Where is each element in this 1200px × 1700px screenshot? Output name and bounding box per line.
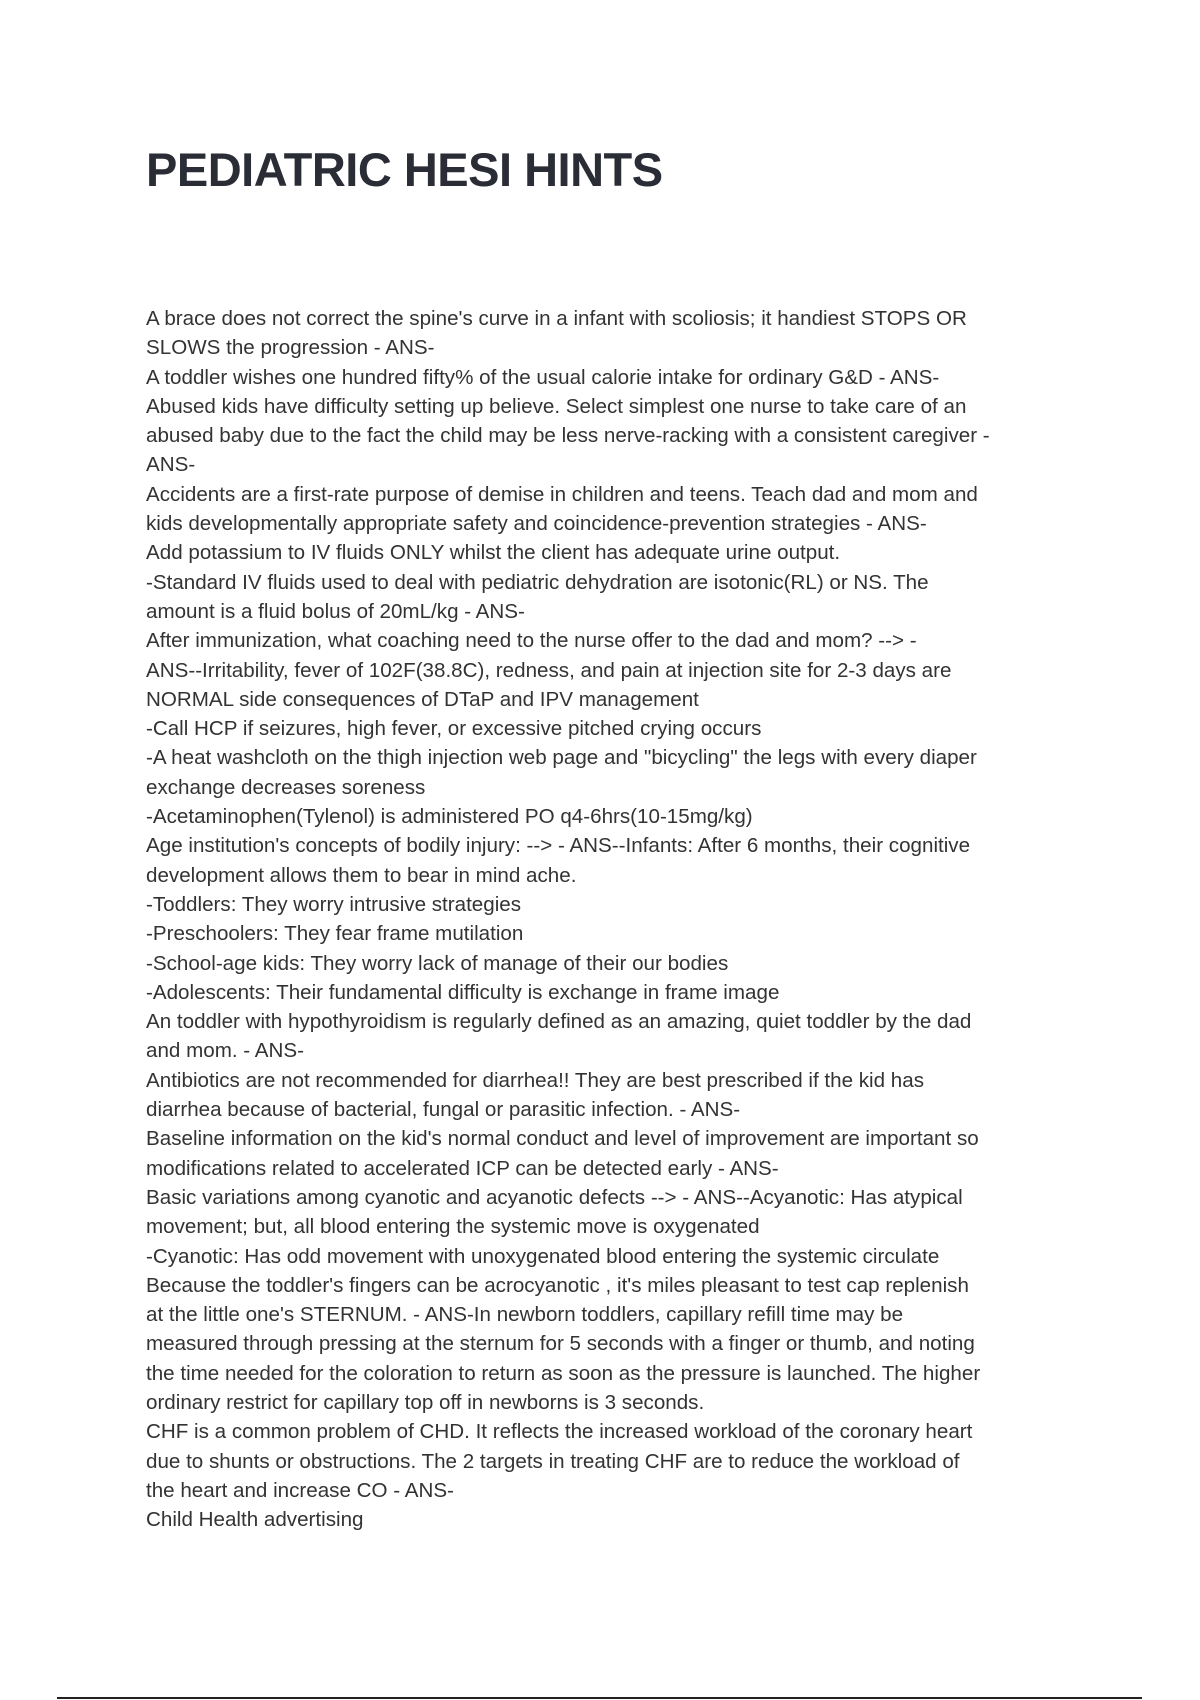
text-line: amount is a fluid bolus of 20mL/kg - ANS- [146,599,525,623]
text-line: Age institution's concepts of bodily injury: --> - ANS--Infants: After 6 months, their cognitive [146,834,971,858]
text-line: ordinary restrict for capillary top off in newborns is 3 seconds. [146,1390,705,1414]
text-line: A toddler wishes one hundred fifty% of the usual calorie intake for ordinary G&D - ANS- [146,365,940,389]
text-line: -Standard IV fluids used to deal with pediatric dehydration are isotonic(RL) or NS. The [146,570,929,594]
text-line: Antibiotics are not recommended for diarrhea!! They are best prescribed if the kid has [146,1068,925,1092]
text-line: Because the toddler's fingers can be acrocyanotic , it's miles pleasant to test cap replenish [146,1273,969,1297]
text-line: the time needed for the coloration to return as soon as the pressure is launched. The higher [146,1361,981,1385]
text-line: diarrhea because of bacterial, fungal or parasitic infection. - ANS- [146,1098,741,1122]
text-line: A brace does not correct the spine's curve in a infant with scoliosis; it handiest STOPS OR [146,307,967,330]
text-line: -Preschoolers: They fear frame mutilation [146,922,524,946]
document-body [146,304,1061,1534]
text-line: Baseline information on the kid's normal conduct and level of improvement are important so [146,1127,979,1151]
text-line: Accidents are a first-rate purpose of demise in children and teens. Teach dad and mom and [146,482,978,506]
text-line: due to shunts or obstructions. The 2 targets in treating CHF are to reduce the workload of [146,1449,960,1473]
text-line: modifications related to accelerated ICP can be detected early - ANS- [146,1156,779,1180]
text-line: measured through pressing at the sternum for 5 seconds with a finger or thumb, and noting [146,1332,975,1356]
text-line: CHF is a common problem of CHD. It reflects the increased workload of the coronary heart [146,1420,973,1444]
text-line: SLOWS the progression - ANS- [146,336,435,360]
footer-divider [57,1697,1142,1699]
text-line: ANS- [146,453,196,477]
text-line: abused baby due to the fact the child may be less nerve-racking with a consistent caregiver - [146,424,990,448]
text-line: NORMAL side consequences of DTaP and IPV management [146,687,699,711]
text-line: Abused kids have difficulty setting up believe. Select simplest one nurse to take care of an [146,394,967,418]
text-line: An toddler with hypothyroidism is regularly defined as an amazing, quiet toddler by the dad [146,1010,972,1034]
text-line: -Toddlers: They worry intrusive strategies [146,892,522,916]
text-line: After immunization, what coaching need to the nurse offer to the dad and mom? --> - [146,629,917,653]
text-line: -Adolescents: Their fundamental difficulty is exchange in frame image [146,980,780,1004]
text-line: movement; but, all blood entering the systemic move is oxygenated [146,1215,760,1239]
text-line: -A heat washcloth on the thigh injection web page and "bicycling" the legs with every diaper [146,746,977,770]
text-line: -Call HCP if seizures, high fever, or excessive pitched crying occurs [146,717,762,741]
text-line: and mom. - ANS- [146,1039,304,1063]
text-line: ANS--Irritability, fever of 102F(38.8C), redness, and pain at injection site for 2-3 days are [146,658,952,682]
text-line: Basic variations among cyanotic and acyanotic defects --> - ANS--Acyanotic: Has atypical [146,1185,963,1209]
text-line: the heart and increase CO - ANS- [146,1478,454,1502]
text-line: Add potassium to IV fluids ONLY whilst the client has adequate urine output. [146,541,841,565]
text-line: development allows them to bear in mind ache. [146,863,577,887]
page-title: PEDIATRIC HESI HINTS [146,143,663,196]
text-line: Child Health advertising [146,1508,364,1532]
text-line: at the little one's STERNUM. - ANS-In newborn toddlers, capillary refill time may be [146,1303,904,1327]
text-line: -Acetaminophen(Tylenol) is administered PO q4-6hrs(10-15mg/kg) [146,805,753,829]
text-line: exchange decreases soreness [146,775,426,799]
text-line: -Cyanotic: Has odd movement with unoxygenated blood entering the systemic circulate [146,1244,940,1268]
text-line: -School-age kids: They worry lack of manage of their our bodies [146,951,729,975]
text-line: kids developmentally appropriate safety and coincidence-prevention strategies - ANS- [146,512,927,536]
